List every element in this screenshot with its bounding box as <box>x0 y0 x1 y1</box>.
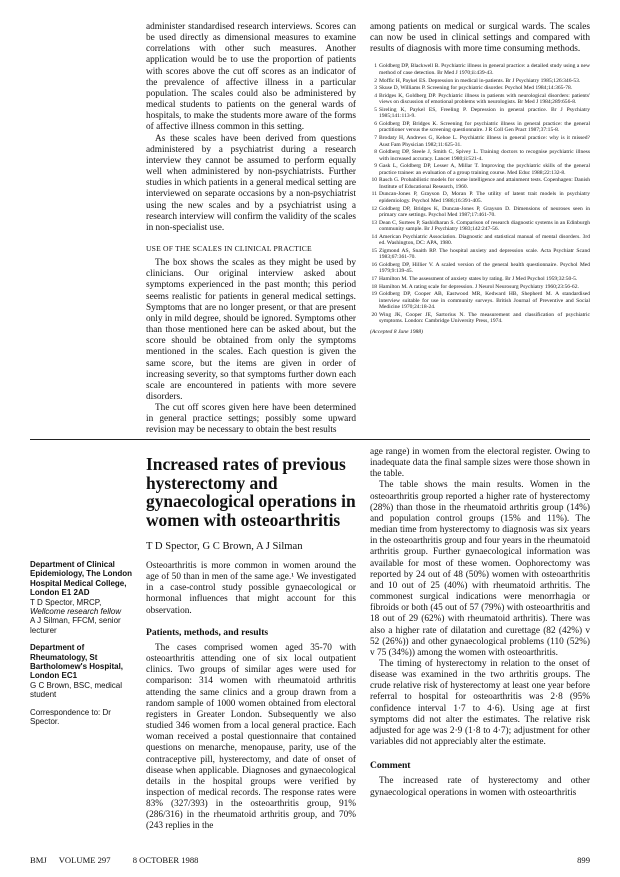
reference-item: 7 Brodaty H, Andrews G, Kehoe L. Psychiatric illness in general practice: why is it missed? Aust Fam Physician 1982;11:625-31. <box>374 135 590 148</box>
paragraph: As these scales have been derived from questions administered by a psychiatrist during a research interview they cannot be assumed to perform equally well when administered by non-psychiatrists. Further studies in which patients in a general medical setting are interviewed on separate occasions by a non-psychiatrist using the new scales and by a psychiatrist using a research interview will confirm the validity of the scales in non-specialist use. <box>146 133 356 233</box>
reference-item: 11 Duncan-Jones P, Grayson D, Moran P. The utility of latent trait models in psychiatry epidemiology. Psychol Med 1986;16:391-405. <box>371 191 590 204</box>
article-left-column <box>146 561 356 833</box>
author-role: Wellcome research fellow <box>30 607 121 617</box>
reference-item: 5 Sireling K, Paykel ES, Freeling P. Depression in general practice. Br J Psychiatry 1985;141:113-9. <box>374 106 590 120</box>
paragraph: The box shows the scales as they might be used by clinicians. Our original interview asked about symptoms experienced in the past month; this period seems realistic for patients in general medical settings. Symptoms that are no longer present, or that are present only in mild degree, should be ignored. Symptoms other than those mentioned here can be asked about, but the score should be obtained from only the symptoms mentioned in the scales. Each question is given the same score, but the items are given in order of increasing severity, so that symptoms further down each scale are encountered in patients with more severe disorders. <box>146 258 356 402</box>
paragraph: administer standardised research interviews. Scores can be used directly as dimensional measures to examine correlations with other such measures. Another application would be to use the proportion of patients with scores above the cut off scores as an indicator of the prevalence of affective illness in a particular population. The scales could also be administered by medical students to patients on the general wards of hospitals, to make the students more aware of the forms of affective illness common in this setting. <box>146 22 356 133</box>
accepted-date: (Accepted 8 June 1988) <box>370 328 423 335</box>
article-title: Increased rates of previous hysterectomy and gynaecological operations in women with osteoarthritis <box>146 454 356 530</box>
paragraph: The table shows the main results. Women in the osteoarthritis group reported a higher rate of hysterectomy (28%) than those in the rheumatoid arthritis group (14%) and population control groups (15% and 11%). The median time from hysterectomy to diagnosis was six years in the osteoarthritis group and four years in the rheumatoid arthritis group. Further gynaecological information was available for most of these women. Oophorectomy was reported by 24 out of 48 (50%) women with osteoarthritis and 10 out of 25 (40%) with rheumatoid arthritis. The commonest surgical indications were menorrhagia or fibroids or both (45 out of 57 (79%) with osteoarthritis and 18 out of 29 (62%) with rheumatoid arthritis). There was also a higher rate of dilatation and curettage (82 (42%) v 52 (26%)) and other gynaecological problems (110 (52%) v 75 (34%)) among the women with osteoarthritis. <box>370 480 590 658</box>
reference-item: 4 Bridges K, Goldberg DP. Psychiatric illness in patients with neurological disorders: patients' views on discussion of emotional problems with neurologists. Br Med J 1984;289:656-8. <box>374 92 590 106</box>
paragraph: The cases comprised women aged 35-70 with osteoarthritis attending one of six local outpatient clinics. Two groups of similar ages were used for comparison: 314 women with rheumatoid arthritis attending the same clinics and a group drawn from a random sample of 1000 women obtained from electoral registers in Greater London. Subsequently we also studied 346 women from a local general practice. Each woman received a postal questionnaire that contained questions on menarche, menopause, parity, use of the contraceptive pill, hysterectomy, and date of onset of disease when applicable. Diagnoses and gynaecological details in the hospital groups were verified by inspection of medical records. The response rates were 83% (327/393) in the osteoarthritis group, 91% (286/316) in the rheumatoid arthritis group, and 70% (243 replies in the <box>146 642 356 832</box>
paragraph: age range) in women from the electoral register. Owing to inadequate data the final sample sizes were those shown in the table. <box>370 447 590 480</box>
page-number: 899 <box>577 855 590 865</box>
author-affiliation: G C Brown, BSC, medical student <box>30 680 123 700</box>
affiliation-department: Department of Rheumatology, St Bartholomew's Hospital, London EC1 <box>30 643 124 681</box>
reference-item: 17 Hamilton M. The assessment of anxiety states by rating. Br J Med Psychol 1959;32:50-5. <box>371 275 578 282</box>
section-heading: Comment <box>370 760 411 772</box>
affiliations-sidebar <box>30 560 138 735</box>
reference-item: 20 Wing JK, Cooper JE, Sartorius N. The measurement and classification of psychiatric symptoms. London: Cambridge University Press, 1974. <box>371 311 590 325</box>
affiliation-department: Department of Clinical Epidemiology, The London Hospital Medical College, London E1 2AD <box>30 560 133 598</box>
reference-item: 19 Goldberg DP, Cooper AB, Eastwood MR, Kedward HB, Shepherd M. A standardised interview suitable for use in community surveys. British Journal of Preventive and Social Medicine 1970;24:18-24. <box>371 291 590 311</box>
author-affiliation: T D Spector, MRCP, <box>30 597 102 607</box>
paragraph: The cut off scores given here have been determined in general practice settings; possibly some upward revision may be necessary to obtain the best results <box>146 403 356 436</box>
article-authors: T D Spector, G C Brown, A J Silman <box>146 541 303 552</box>
top-right-column <box>370 22 590 335</box>
journal-name: BMJ <box>30 855 47 865</box>
section-heading: USE OF THE SCALES IN CLINICAL PRACTICE <box>146 243 312 253</box>
article-header <box>146 455 360 552</box>
reference-item: 10 Rasch G. Probabilistic models for some intelligence and attainment tests. Copenhagen: Danish Institute of Educational Research, 1960. <box>371 177 590 190</box>
page-footer <box>30 855 590 867</box>
reference-item: 16 Goldberg DP, Hillier V. A scaled version of the general health questionnaire. Psychol Med 1979;9:139-45. <box>371 261 590 275</box>
article-right-column <box>370 447 590 799</box>
reference-item: 12 Goldberg DP, Bridges K, Duncan-Jones P, Grayson D. Dimensions of neuroses seen in primary care settings. Psychol Med 1987;17:461-70. <box>371 205 590 218</box>
paragraph: Osteoarthritis is more common in women around the age of 50 than in men of the same age.¹ We investigated in a case-control study possible gynaecological or hormonal influences that might account for this observation. <box>146 561 356 616</box>
reference-list <box>370 63 590 324</box>
journal-volume: VOLUME 297 <box>58 855 111 865</box>
paragraph: The timing of hysterectomy in relation to the onset of disease was examined in the two arthritis groups. The crude relative risk of hysterectomy at least one year before referral to hospital for osteoarthritis was 2·8 (95% confidence interval 1·7 to 4·6). Using age at first symptoms did not alter the estimates. The relative risk adjusted for age was 2·9 (1·8 to 4·7); adjustment for other variables did not appreciably alter the estimate. <box>370 658 590 748</box>
top-left-column <box>146 22 356 437</box>
reference-item: 13 Dean C, Surtees P, Sashidharan S. Comparison of research diagnostic systems in an Edinburgh community sample. Br J Psychiatry 1983;142:247-56. <box>371 219 590 233</box>
reference-item: 6 Goldberg DP, Bridges K. Screening for psychiatric illness in general practice: the general practitioner versus the screening questionnaire. J R Coll Gen Pract 1987;37:15-8. <box>374 120 590 134</box>
reference-item: 9 Gask L, Goldberg DP, Lesser A, Millar T. Improving the psychiatric skills of the general practice trainee: an evaluation of a group training course. Med Educ 1988;22:132-8. <box>374 163 590 176</box>
reference-item: 2 Moffic H, Paykel ES. Depression in medical in-patients. Br J Psychiatry 1985;126:346-53. <box>374 77 581 84</box>
reference-item: 15 Zigmond AS, Snaith RP. The hospital anxiety and depression scale. Acta Psychiatr Scand 1983;67:361-70. <box>371 247 590 261</box>
section-divider <box>30 439 590 440</box>
paragraph: The increased rate of hysterectomy and other gynaecological operations in women with osteoarthritis <box>370 776 590 798</box>
correspondence: Correspondence to: Dr Spector. <box>30 707 111 727</box>
reference-item: 18 Hamilton M. A rating scale for depression. J Neurol Neurosurg Psychiatry 1960;23:56-62. <box>371 283 579 290</box>
reference-item: 3 Skuse D, Williams P. Screening for psychiatric disorder. Psychol Med 1984;14:365-78. <box>374 85 573 92</box>
section-heading: Patients, methods, and results <box>146 626 269 638</box>
reference-item: 14 American Psychiatric Association. Diagnostic and statistical manual of mental disorders. 3rd ed. Washington, DC: APA, 1980. <box>371 233 590 247</box>
issue-date: 8 OCTOBER 1988 <box>132 855 199 865</box>
author-affiliation: A J Silman, FFCM, senior lecturer <box>30 616 121 635</box>
reference-item: 8 Goldberg DP, Steele J, Smith C, Spivey L. Training doctors to recognise psychiatric illness with increased accuracy. Lancet 1980;ii:521-4. <box>374 149 590 162</box>
reference-item: 1 Goldberg DP, Blackwell B. Psychiatric illness in general practice: a detailed study using a new method of case detection. Br Med J 1970;ii:439-43. <box>374 63 590 76</box>
paragraph: among patients on medical or surgical wards. The scales can now be used in clinical settings and compared with results of diagnosis with more time consuming methods. <box>370 22 590 55</box>
